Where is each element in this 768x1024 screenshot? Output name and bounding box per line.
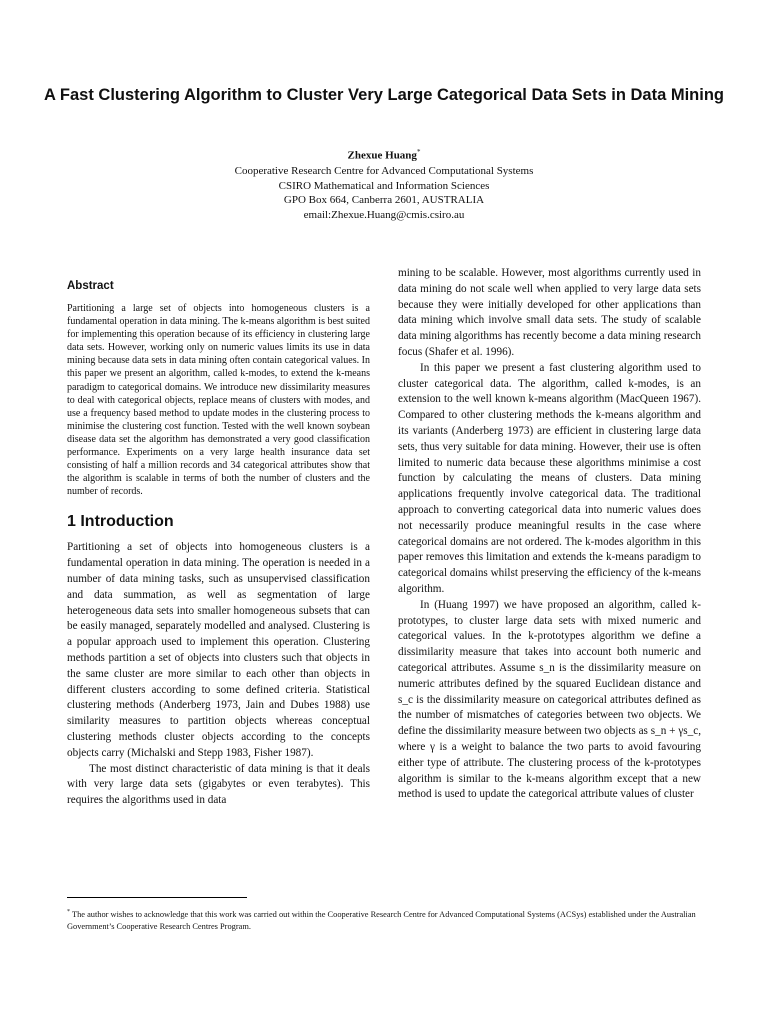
- footnote-divider: [67, 897, 247, 898]
- body-paragraph-2: In this paper we present a fast clustering algorithm used to cluster categorical data. The algorithm, called k-modes, is an extension to the well known k-means algorithm (MacQueen 1967). Compared to other clustering methods the k-means algorithm and its variants (Anderberg 1973) are efficient in clustering large data sets, thus very suitable for data mining. However, their use is often limited to numeric data because these algorithms minimise a cost function by calculating the means of clusters. Data mining applications frequently involve categorical data. The traditional approach to converting categorical data into numeric values does not necessarily produce meaningful results in the case where categorical domains are not ordered. The k-modes algorithm in this paper removes this limitation and extends the k-means paradigm to categorical domains whilst preserving the efficiency of the k-means algorithm.: [398, 361, 701, 595]
- author-name: [0, 148, 768, 162]
- author-footnote-mark: *: [416, 148, 421, 156]
- footnote: [67, 906, 707, 933]
- intro-paragraph-2: The most distinct characteristic of data mining is that it deals with very large data sets (gigabytes or even terabytes). This requires the algorithms used in data: [67, 762, 370, 807]
- affiliation-line: CSIRO Mathematical and Information Sciences: [278, 179, 490, 192]
- author-email: email:Zhexue.Huang@cmis.csiro.au: [303, 208, 465, 221]
- affiliation-line: Cooperative Research Centre for Advanced Computational Systems: [234, 165, 534, 177]
- abstract-text: Partitioning a large set of objects into homogeneous clusters is a fundamental operation in data mining. The k-means algorithm is best suited for implementing this operation because of its efficiency in clustering large data sets. However, working only on numeric values limits its use in data mining because data sets in data mining often contain categorical values. In this paper we present an algorithm, called k-modes, to extend the k-means paradigm to categorical domains. We introduce new dissimilarity measures to deal with categorical objects, replace means of clusters with modes, and use a frequency based method to update modes in the clustering process to minimise the clustering cost function. Tested with the well known soybean disease data set the algorithm has demonstrated a very good classification performance. Experiments on a very large health insurance data set consisting of half a million records and 34 categorical attributes show that the algorithm is scalable in terms of both the number of clusters and the number of records.: [67, 303, 370, 498]
- body-paragraph-3: In (Huang 1997) we have proposed an algorithm, called k-prototypes, to cluster large data sets with mixed numeric and categorical values. In the k-prototypes algorithm we define a dissimilarity measure that takes into account both numeric and categorical attributes. Assume s_n is the dissimilarity measure on numeric attributes defined by the squared Euclidean distance and s_c is the dissimilarity measure on categorical attributes defined as the number of mismatches of categories between two objects. We define the dissimilarity measure between two objects as s_n + γs_c, where γ is a weight to balance the two parts to avoid favouring either type of attribute. The clustering process of the k-prototypes algorithm is similar to the k-means algorithm except that a new method is used to update the categorical attribute values of cluster: [398, 598, 701, 801]
- body-paragraph-1: mining to be scalable. However, most algorithms currently used in data mining do not scale well when applied to very large data sets because they were initially developed for other applications than data mining which involve small data sets. The study of scalable data mining algorithms has recently become a data mining research focus (Shafer et al. 1996).: [398, 267, 701, 358]
- paper-title: A Fast Clustering Algorithm to Cluster Very Large Categorical Data Sets in Data Mining: [44, 86, 724, 104]
- section-heading-introduction: 1 Introduction: [67, 513, 174, 531]
- footnote-mark: *: [67, 909, 70, 915]
- affiliation-line: GPO Box 664, Canberra 2601, AUSTRALIA: [283, 194, 485, 206]
- abstract-heading: Abstract: [67, 280, 114, 292]
- author-name-text: Zhexue Huang: [347, 149, 417, 162]
- affiliation-block: [0, 164, 768, 222]
- left-column: [67, 280, 370, 809]
- footnote-text: The author wishes to acknowledge that this work was carried out within the Cooperative Research Centre for Advanced Computational Systems (ACSys) established under the Australian Government’s Cooperative Research Centres Program.: [67, 909, 696, 931]
- intro-paragraph-1: Partitioning a set of objects into homogeneous clusters is a fundamental operation in data mining. The operation is needed in a number of data mining tasks, such as unsupervised classification and data summation, as well as segmentation of large heterogeneous data sets into smaller homogeneous subsets that can be easily managed, separately modelled and analysed. Clustering is a popular approach used to implement this operation. Clustering methods partition a set of objects into clusters such that objects in the same cluster are more similar to each other than objects in different clusters according to some defined criteria. Statistical clustering methods (Anderberg 1973, Jain and Dubes 1988) use similarity measures to partition objects whereas conceptual clustering methods cluster objects according to the concepts objects carry (Michalski and Stepp 1983, Fisher 1987).: [67, 541, 370, 759]
- right-column: [398, 266, 701, 803]
